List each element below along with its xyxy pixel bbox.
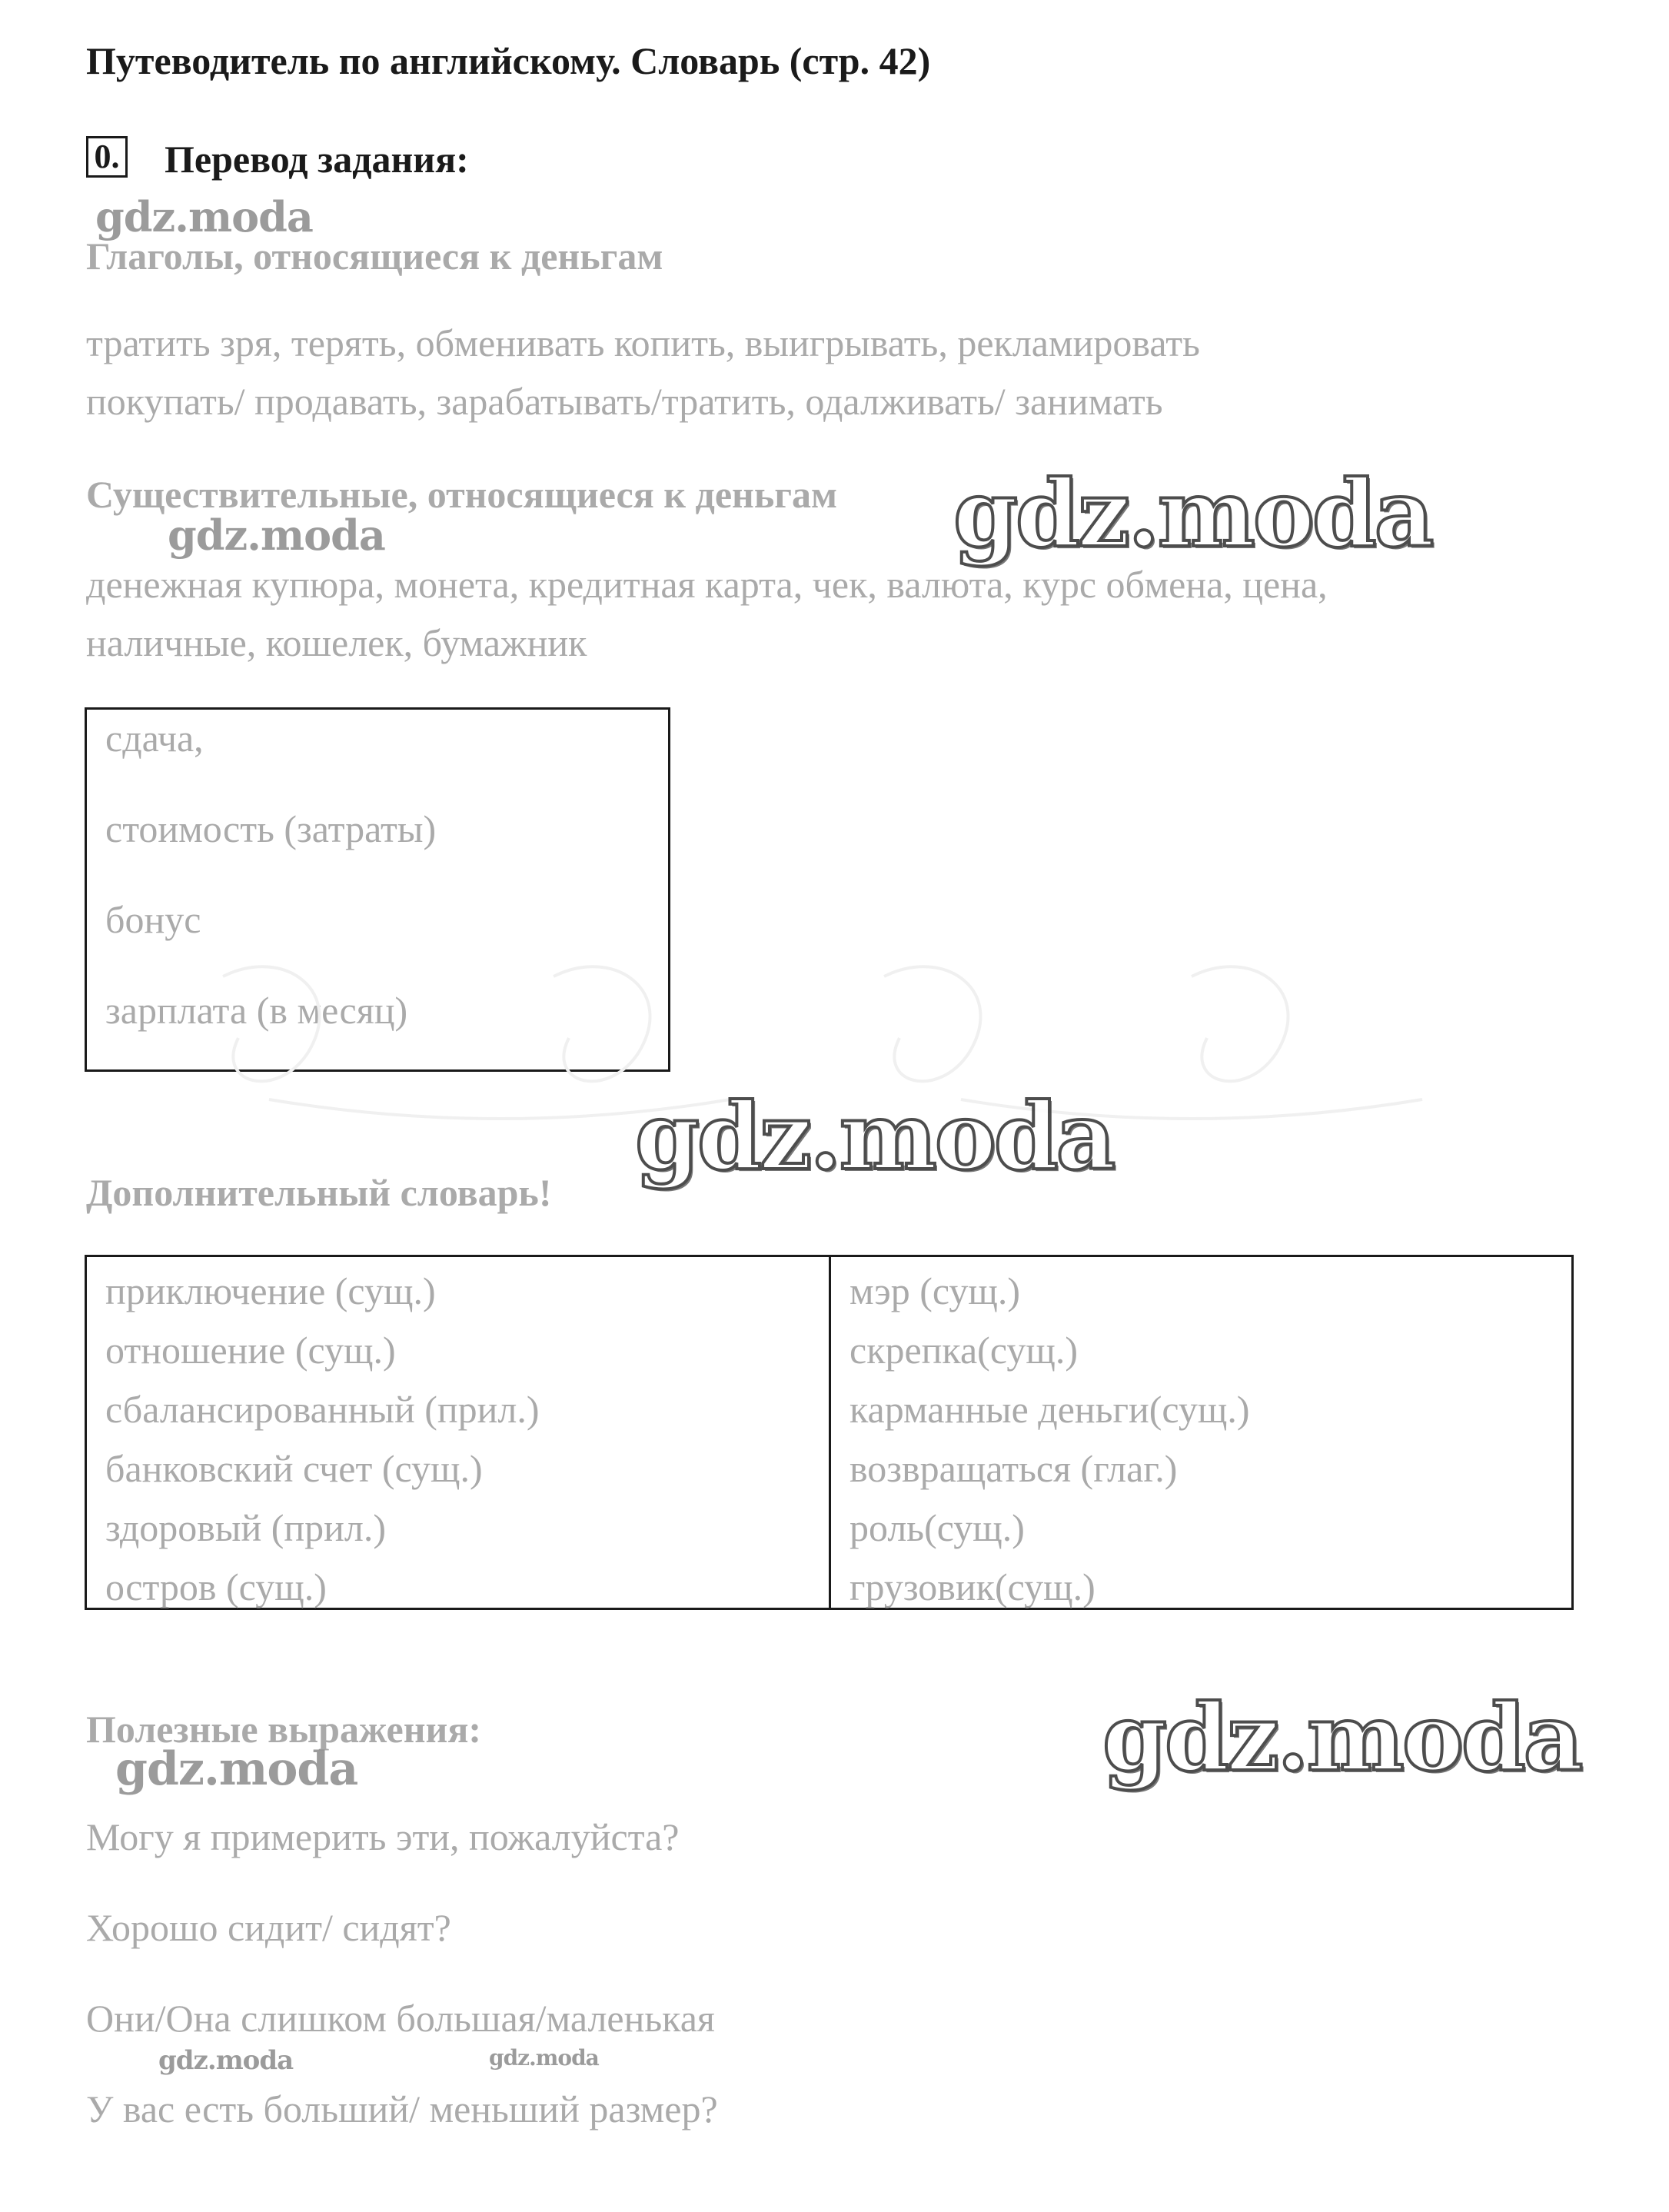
phrase-line: У вас есть больший/ меньший размер? <box>86 2087 718 2131</box>
watermark-logo: gdz.moda <box>953 460 1432 568</box>
phrase-line: Они/Она слишком большая/маленькая <box>86 1997 715 2040</box>
phrases-list <box>86 1791 718 2154</box>
verbs-text <box>86 314 1200 431</box>
vocabulary-item: роль(сущ.) <box>849 1506 1025 1549</box>
watermark-logo: gdz.moda <box>115 1742 358 1796</box>
vocabulary-item: сбалансированный (прил.) <box>105 1388 540 1431</box>
phrase-line: Могу я примерить эти, пожалуйста? <box>86 1815 680 1858</box>
verbs-line: покупать/ продавать, зарабатывать/тратить, одалживать/ занимать <box>86 380 1163 423</box>
vocabulary-table <box>85 1255 1574 1610</box>
watermark-logo: gdz.moda <box>635 1083 1114 1191</box>
vocabulary-item: отношение (сущ.) <box>105 1329 396 1372</box>
box-word: стоимость (затраты) <box>105 807 437 850</box>
vocabulary-item: скрепка(сущ.) <box>849 1329 1078 1372</box>
vocabulary-column-left <box>105 1262 540 1617</box>
nouns-heading: Существительные, относящиеся к деньгам <box>86 473 838 516</box>
vocabulary-column-right <box>849 1262 1250 1617</box>
phrases-heading: Полезные выражения: <box>86 1708 482 1751</box>
vocabulary-item: остров (сущ.) <box>105 1565 327 1608</box>
verbs-heading: Глаголы, относящиеся к деньгам <box>86 235 663 278</box>
table-divider <box>829 1257 831 1608</box>
vocabulary-item: мэр (сущ.) <box>849 1269 1021 1312</box>
task-label: Перевод задания: <box>165 138 469 181</box>
nouns-line: денежная купюра, монета, кредитная карта, чек, валюта, курс обмена, цена, <box>86 563 1328 606</box>
page-title: Путеводитель по английскому. Словарь (стр. 42) <box>86 39 931 82</box>
vocabulary-item: здоровый (прил.) <box>105 1506 387 1549</box>
extra-heading: Дополнительный словарь! <box>86 1171 552 1214</box>
vocabulary-item: возвращаться (глаг.) <box>849 1447 1178 1490</box>
vocabulary-item: грузовик(сущ.) <box>849 1565 1095 1608</box>
box-word: бонус <box>105 898 201 941</box>
nouns-text <box>86 555 1328 672</box>
task-number: 0. <box>86 136 128 178</box>
vocabulary-item: карманные деньги(сущ.) <box>849 1388 1250 1431</box>
box-word: сдача, <box>105 717 204 760</box>
verbs-line: тратить зря, терять, обменивать копить, выигрывать, рекламировать <box>86 321 1200 364</box>
watermark-logo: gdz.moda <box>1102 1684 1581 1792</box>
vocabulary-item: банковский счет (сущ.) <box>105 1447 483 1490</box>
watermark-logo: gdz.moda <box>95 192 313 241</box>
watermark-logo: gdz.moda <box>168 511 385 560</box>
box-word: зарплата (в месяц) <box>105 989 408 1032</box>
vocabulary-item: приключение (сущ.) <box>105 1269 436 1312</box>
watermark-logo: gdz.moda <box>158 2045 294 2076</box>
watermark-logo: gdz.moda <box>489 2045 599 2071</box>
phrase-line: Хорошо сидит/ сидят? <box>86 1906 451 1949</box>
nouns-line: наличные, кошелек, бумажник <box>86 621 587 664</box>
